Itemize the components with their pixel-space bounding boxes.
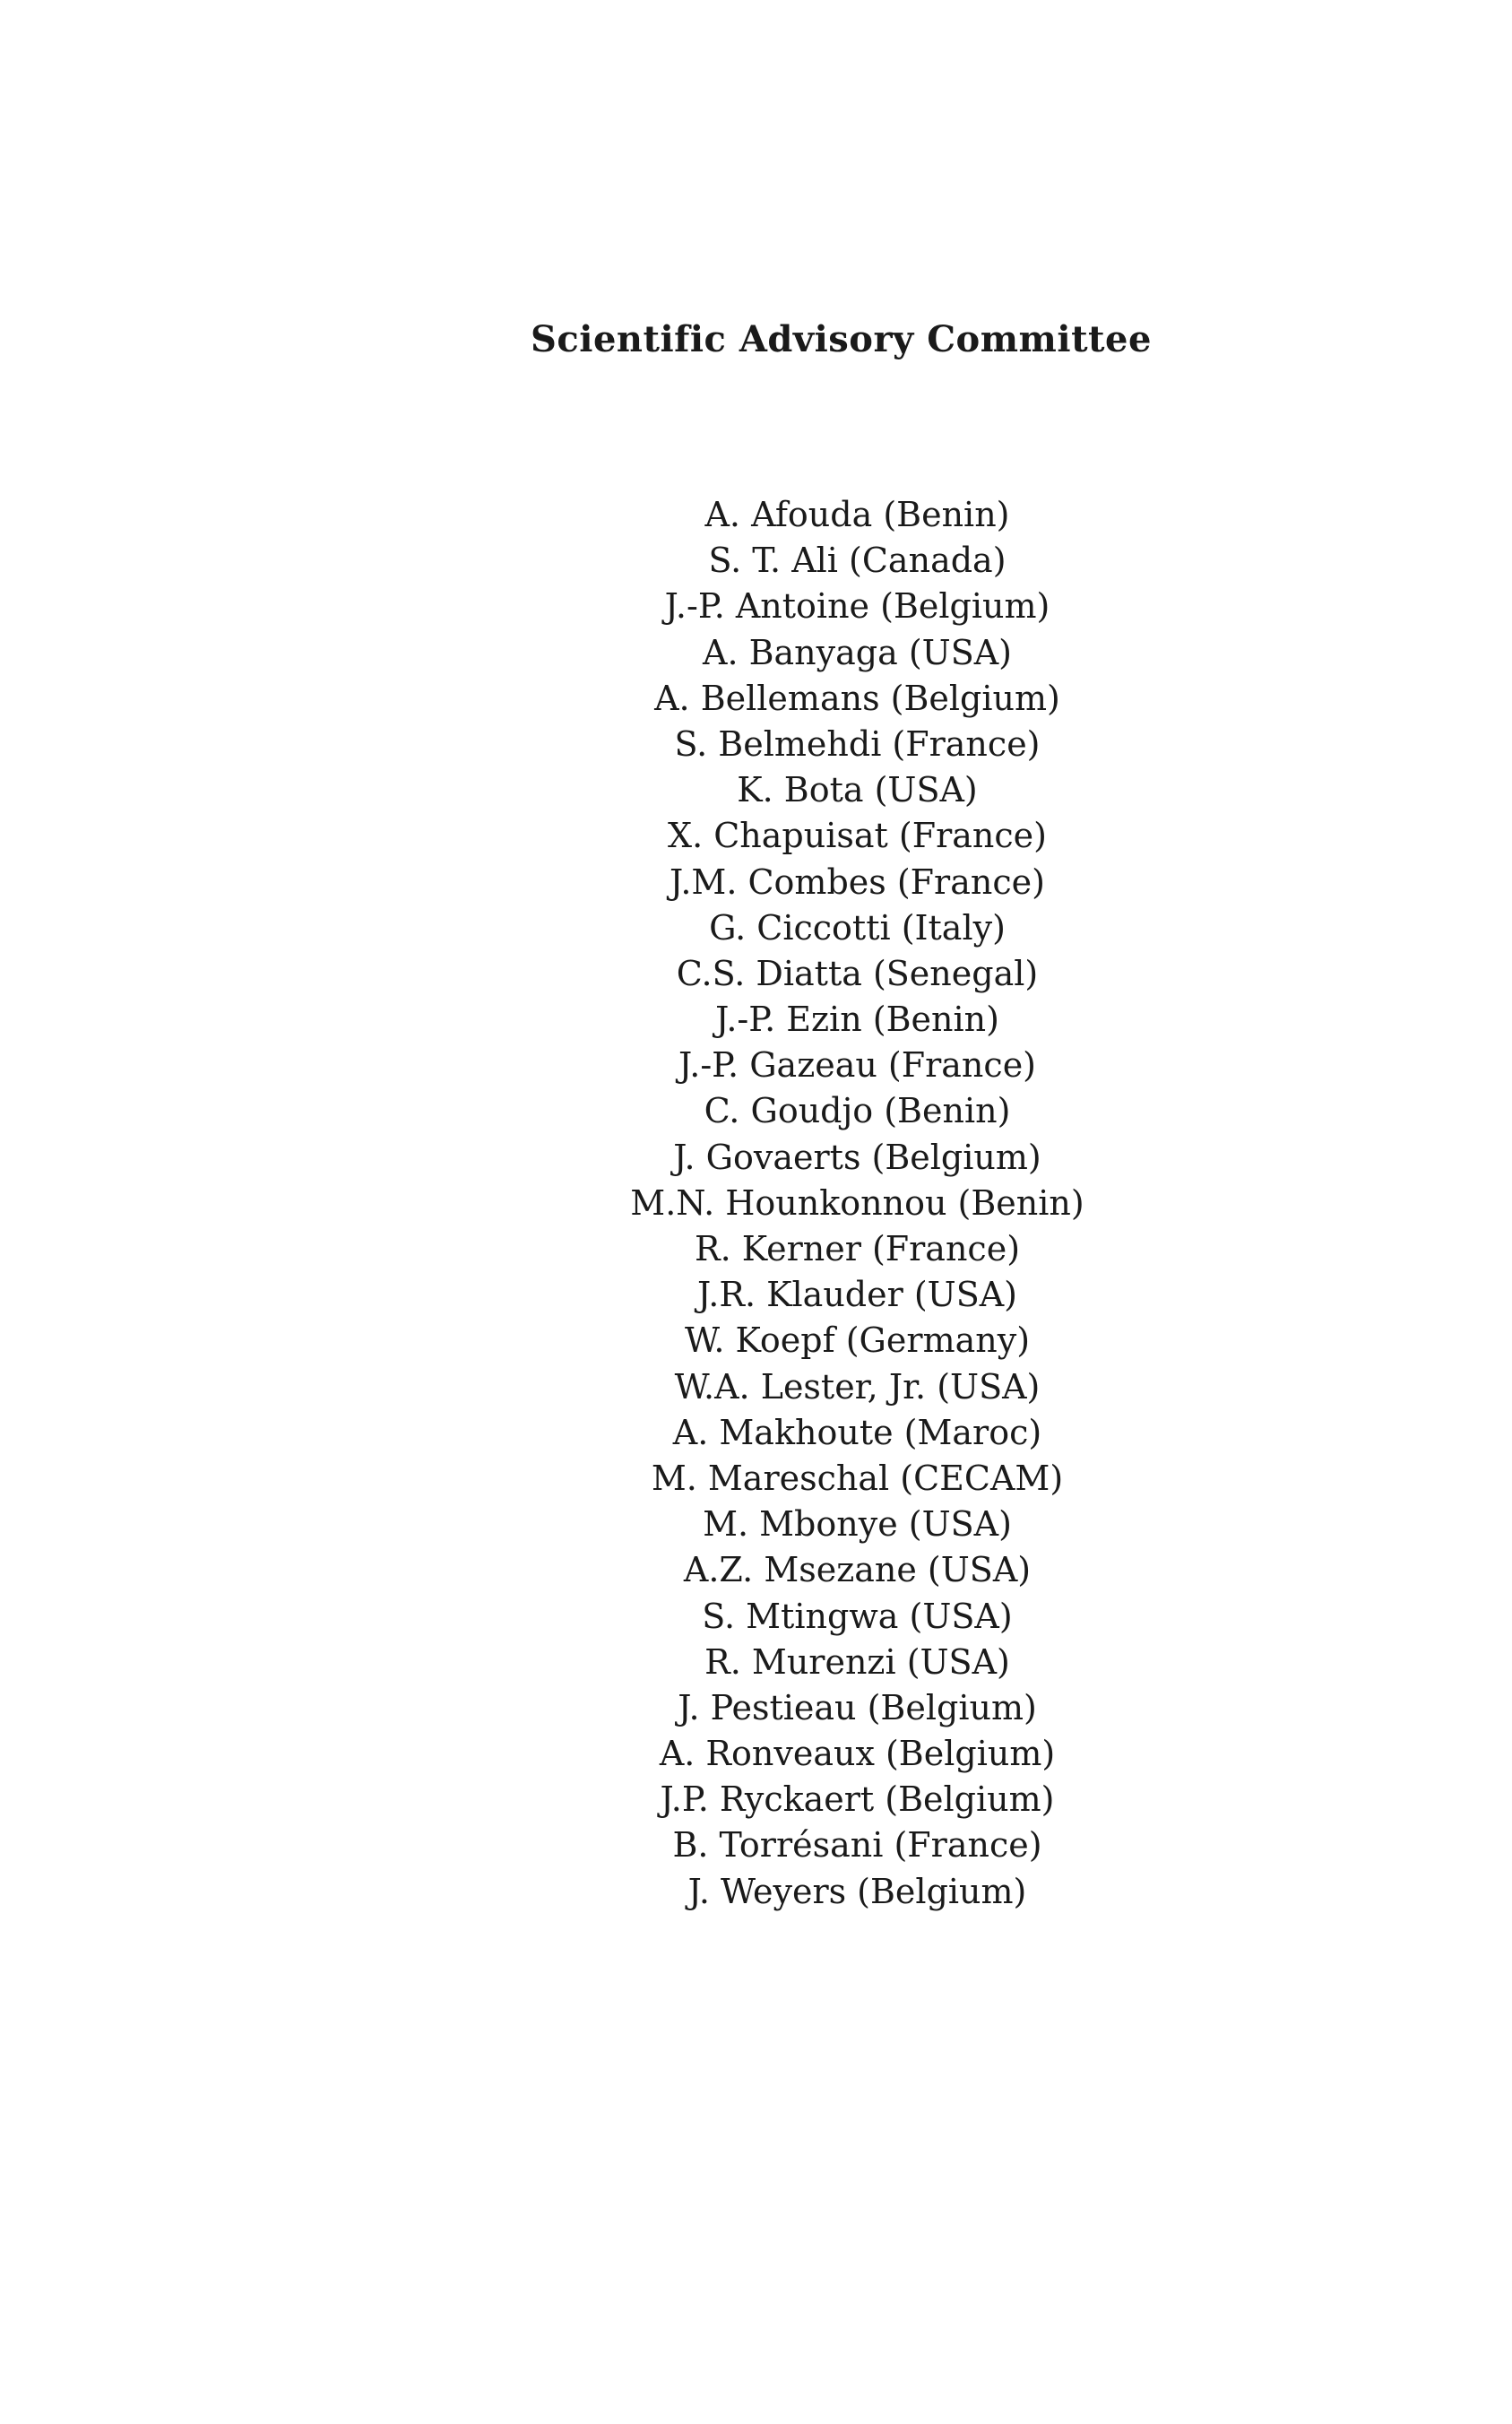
committee-member: A. Ronveaux (Belgium) [659, 1734, 1056, 1774]
committee-member: S. Mtingwa (USA) [702, 1596, 1013, 1636]
committee-member: M. Mbonye (USA) [703, 1504, 1012, 1545]
committee-member: W.A. Lester, Jr. (USA) [674, 1366, 1041, 1407]
committee-member: A. Banyaga (USA) [703, 632, 1012, 672]
committee-member: A. Bellemans (Belgium) [654, 678, 1060, 718]
committee-member: A. Afouda (Benin) [704, 495, 1010, 534]
committee-member: G. Ciccotti (Italy) [709, 907, 1006, 948]
committee-member: K. Bota (USA) [737, 770, 978, 810]
committee-member: R. Murenzi (USA) [704, 1641, 1010, 1682]
committee-member: S. T. Ali (Canada) [708, 541, 1007, 581]
committee-member: S. Belmehdi (France) [674, 723, 1041, 764]
committee-member: R. Kerner (France) [694, 1229, 1021, 1268]
committee-member: J. Pestieau (Belgium) [678, 1687, 1037, 1727]
committee-member: C. Goudjo (Benin) [704, 1091, 1011, 1131]
committee-member: J.P. Ryckaert (Belgium) [660, 1779, 1055, 1820]
committee-member: C.S. Diatta (Senegal) [676, 953, 1039, 993]
committee-member: M. Mareschal (CECAM) [651, 1458, 1064, 1498]
committee-member: J.-P. Antoine (Belgium) [664, 586, 1050, 627]
committee-member: X. Chapuisat (France) [668, 816, 1047, 856]
committee-member: J. Govaerts (Belgium) [673, 1137, 1041, 1177]
committee-member: J.R. Klauder (USA) [696, 1275, 1017, 1315]
committee-member: M.N. Hounkonnou (Benin) [630, 1182, 1084, 1223]
committee-member: J.M. Combes (France) [670, 861, 1045, 902]
committee-member: A. Makhoute (Maroc) [672, 1412, 1042, 1452]
committee-member: J.-P. Ezin (Benin) [715, 1000, 999, 1040]
committee-member-list [0, 492, 1512, 1915]
committee-member: A.Z. Msezane (USA) [683, 1550, 1032, 1590]
committee-member: J.-P. Gazeau (France) [678, 1045, 1037, 1086]
committee-member: J. Weyers (Belgium) [687, 1871, 1027, 1911]
committee-member: W. Koepf (Germany) [684, 1320, 1031, 1361]
committee-member: B. Torrésani (France) [672, 1825, 1042, 1866]
page-title: Scientific Advisory Committee [531, 317, 1152, 360]
